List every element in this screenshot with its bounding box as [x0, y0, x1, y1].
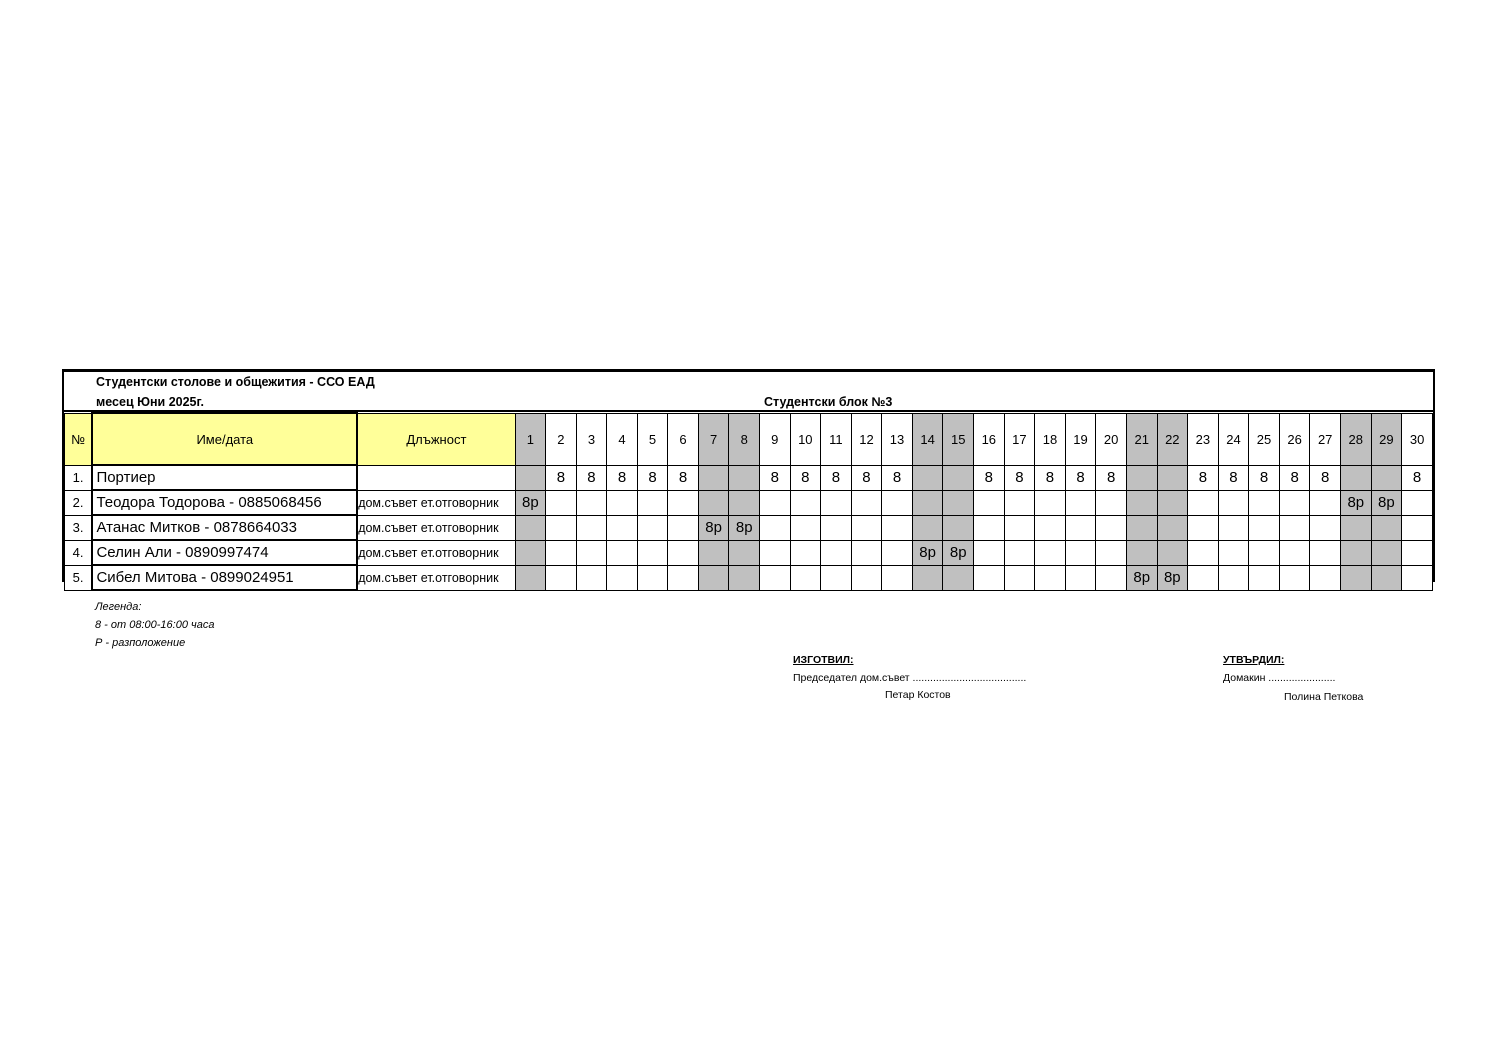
shift-cell[interactable] [515, 515, 546, 540]
shift-cell[interactable] [607, 565, 638, 590]
header-name: Име/дата [92, 413, 357, 465]
shift-cell[interactable] [668, 515, 699, 540]
row-name[interactable]: Теодора Тодорова - 0885068456 [92, 490, 357, 515]
shift-cell[interactable]: 8 [546, 465, 577, 490]
schedule-table [64, 412, 1433, 591]
shift-cell[interactable] [851, 565, 882, 590]
shift-cell[interactable] [729, 565, 760, 590]
shift-cell[interactable] [1310, 515, 1341, 540]
header-day-4: 4 [607, 413, 638, 465]
header-day-26: 26 [1279, 413, 1310, 465]
shift-cell[interactable] [912, 490, 943, 515]
shift-cell[interactable]: 8 [882, 465, 913, 490]
header-day-11: 11 [821, 413, 852, 465]
shift-cell[interactable] [1004, 515, 1035, 540]
shift-cell[interactable] [790, 565, 821, 590]
shift-cell[interactable] [1402, 565, 1433, 590]
shift-cell[interactable]: 8 [668, 465, 699, 490]
header-day-5: 5 [637, 413, 668, 465]
shift-cell[interactable]: 8 [637, 465, 668, 490]
shift-cell[interactable] [1249, 540, 1280, 565]
shift-cell[interactable]: 8 [576, 465, 607, 490]
shift-cell[interactable] [1402, 540, 1433, 565]
shift-cell[interactable] [668, 540, 699, 565]
shift-cell[interactable]: 8 [1279, 465, 1310, 490]
shift-cell[interactable] [1371, 515, 1402, 540]
shift-cell[interactable] [851, 515, 882, 540]
shift-cell[interactable] [974, 565, 1005, 590]
shift-cell[interactable] [974, 515, 1005, 540]
shift-cell[interactable] [1188, 515, 1219, 540]
header-day-24: 24 [1218, 413, 1249, 465]
header-day-10: 10 [790, 413, 821, 465]
legend-line-shift: 8 - от 08:00-16:00 часа [95, 619, 215, 631]
shift-cell[interactable] [698, 465, 729, 490]
shift-cell[interactable] [546, 565, 577, 590]
header-day-20: 20 [1096, 413, 1127, 465]
organization-title: Студентски столове и общежития - ССО ЕАД [96, 375, 375, 389]
shift-cell[interactable] [790, 490, 821, 515]
header-day-8: 8 [729, 413, 760, 465]
table-row [65, 490, 1433, 515]
table-row [65, 465, 1433, 490]
shift-cell[interactable] [1218, 540, 1249, 565]
shift-cell[interactable]: 8 [760, 465, 791, 490]
shift-cell[interactable]: 8 [607, 465, 638, 490]
shift-cell[interactable] [943, 465, 974, 490]
row-name[interactable]: Селин Али - 0890997474 [92, 540, 357, 565]
header-day-1: 1 [515, 413, 546, 465]
shift-cell[interactable] [1157, 465, 1188, 490]
approved-by-title: УТВЪРДИЛ: [1223, 654, 1285, 666]
shift-cell[interactable] [1402, 490, 1433, 515]
shift-cell[interactable] [1279, 490, 1310, 515]
shift-cell[interactable] [576, 540, 607, 565]
row-position[interactable] [357, 465, 515, 490]
shift-cell[interactable] [1126, 490, 1157, 515]
shift-cell[interactable] [515, 465, 546, 490]
prepared-by-title: ИЗГОТВИЛ: [793, 654, 854, 666]
shift-cell[interactable]: 8 [851, 465, 882, 490]
approved-by-name: Полина Петкова [1284, 691, 1364, 703]
table-header-row [65, 413, 1433, 465]
shift-cell[interactable] [943, 490, 974, 515]
shift-cell[interactable] [1279, 540, 1310, 565]
header-day-6: 6 [668, 413, 699, 465]
schedule-sheet [62, 369, 1435, 586]
shift-cell[interactable] [1188, 565, 1219, 590]
shift-cell[interactable] [882, 565, 913, 590]
header-day-7: 7 [698, 413, 729, 465]
shift-cell[interactable] [1065, 540, 1096, 565]
header-day-22: 22 [1157, 413, 1188, 465]
shift-cell[interactable] [515, 565, 546, 590]
shift-cell[interactable] [668, 565, 699, 590]
shift-cell[interactable]: 8 [1035, 465, 1066, 490]
shift-cell[interactable] [1157, 540, 1188, 565]
header-position: Длъжност [357, 413, 515, 465]
legend-line-standby: Р - разположение [95, 637, 186, 649]
table-row [65, 540, 1433, 565]
shift-cell[interactable]: 8р [943, 540, 974, 565]
shift-cell[interactable] [637, 490, 668, 515]
shift-cell[interactable] [637, 515, 668, 540]
shift-cell[interactable] [1340, 565, 1371, 590]
shift-cell[interactable] [1279, 565, 1310, 590]
shift-cell[interactable] [729, 490, 760, 515]
prepared-by-role: Председател дом.съвет ....................................... [793, 672, 1027, 684]
row-position[interactable]: дом.съвет ет.отговорник [357, 515, 515, 540]
shift-cell[interactable] [821, 490, 852, 515]
shift-cell[interactable]: 8 [1188, 465, 1219, 490]
shift-cell[interactable] [698, 540, 729, 565]
shift-cell[interactable] [576, 565, 607, 590]
prepared-by-name: Петар Костов [885, 689, 951, 701]
shift-cell[interactable] [1371, 465, 1402, 490]
shift-cell[interactable]: 8 [1249, 465, 1280, 490]
shift-cell[interactable] [1004, 540, 1035, 565]
shift-cell[interactable] [821, 565, 852, 590]
shift-cell[interactable] [882, 515, 913, 540]
row-number: 3. [65, 515, 93, 540]
shift-cell[interactable]: 8р [698, 515, 729, 540]
shift-cell[interactable]: 8 [790, 465, 821, 490]
header-day-12: 12 [851, 413, 882, 465]
shift-cell[interactable]: 8 [1065, 465, 1096, 490]
shift-cell[interactable] [1340, 465, 1371, 490]
shift-cell[interactable] [607, 540, 638, 565]
shift-cell[interactable] [1218, 490, 1249, 515]
header-day-28: 28 [1340, 413, 1371, 465]
table-row [65, 515, 1433, 540]
shift-cell[interactable] [790, 515, 821, 540]
shift-cell[interactable]: 8 [821, 465, 852, 490]
shift-cell[interactable] [974, 540, 1005, 565]
shift-cell[interactable] [1035, 490, 1066, 515]
shift-cell[interactable] [729, 540, 760, 565]
shift-cell[interactable]: 8р [1157, 565, 1188, 590]
shift-cell[interactable] [1004, 490, 1035, 515]
shift-cell[interactable] [1249, 515, 1280, 540]
shift-cell[interactable]: 8р [1340, 490, 1371, 515]
shift-cell[interactable] [1065, 515, 1096, 540]
row-name[interactable]: Портиер [92, 465, 357, 490]
shift-cell[interactable] [912, 515, 943, 540]
header-day-29: 29 [1371, 413, 1402, 465]
row-number: 5. [65, 565, 93, 590]
shift-cell[interactable]: 8 [1218, 465, 1249, 490]
shift-cell[interactable] [821, 540, 852, 565]
shift-cell[interactable] [851, 540, 882, 565]
header-day-19: 19 [1065, 413, 1096, 465]
row-position[interactable]: дом.съвет ет.отговорник [357, 540, 515, 565]
row-position[interactable]: дом.съвет ет.отговорник [357, 490, 515, 515]
shift-cell[interactable] [1402, 515, 1433, 540]
shift-cell[interactable]: 8р [1126, 565, 1157, 590]
shift-cell[interactable] [1279, 515, 1310, 540]
shift-cell[interactable] [1310, 565, 1341, 590]
shift-cell[interactable]: 8 [1310, 465, 1341, 490]
header-day-3: 3 [576, 413, 607, 465]
shift-cell[interactable] [1340, 515, 1371, 540]
header-day-30: 30 [1402, 413, 1433, 465]
header-day-27: 27 [1310, 413, 1341, 465]
shift-cell[interactable] [1157, 515, 1188, 540]
shift-cell[interactable] [576, 515, 607, 540]
shift-cell[interactable] [1310, 490, 1341, 515]
shift-cell[interactable] [790, 540, 821, 565]
header-day-2: 2 [546, 413, 577, 465]
shift-cell[interactable] [1371, 540, 1402, 565]
header-day-23: 23 [1188, 413, 1219, 465]
shift-cell[interactable] [576, 490, 607, 515]
shift-cell[interactable] [760, 565, 791, 590]
shift-cell[interactable]: 8 [974, 465, 1005, 490]
shift-cell[interactable] [546, 490, 577, 515]
shift-cell[interactable]: 8р [912, 540, 943, 565]
shift-cell[interactable] [851, 490, 882, 515]
shift-cell[interactable]: 8 [1096, 465, 1127, 490]
shift-cell[interactable] [1310, 540, 1341, 565]
shift-cell[interactable] [1004, 565, 1035, 590]
row-name[interactable]: Сибел Митова - 0899024951 [92, 565, 357, 590]
shift-cell[interactable] [1035, 540, 1066, 565]
shift-cell[interactable] [729, 465, 760, 490]
shift-cell[interactable] [821, 515, 852, 540]
shift-cell[interactable] [1096, 490, 1127, 515]
shift-cell[interactable] [974, 490, 1005, 515]
header-day-18: 18 [1035, 413, 1066, 465]
legend-title: Легенда: [95, 601, 142, 613]
shift-cell[interactable] [607, 515, 638, 540]
shift-cell[interactable] [1096, 540, 1127, 565]
block-title: Студентски блок №3 [764, 395, 893, 409]
shift-cell[interactable] [882, 490, 913, 515]
shift-cell[interactable]: 8р [729, 515, 760, 540]
row-number: 1. [65, 465, 93, 490]
shift-cell[interactable] [912, 565, 943, 590]
shift-cell[interactable] [637, 565, 668, 590]
shift-cell[interactable] [943, 565, 974, 590]
header-number: № [65, 413, 93, 465]
header-day-17: 17 [1004, 413, 1035, 465]
header-day-15: 15 [943, 413, 974, 465]
shift-cell[interactable] [546, 515, 577, 540]
header-day-25: 25 [1249, 413, 1280, 465]
header-day-9: 9 [760, 413, 791, 465]
month-title: месец Юни 2025г. [96, 395, 204, 409]
header-day-21: 21 [1126, 413, 1157, 465]
shift-cell[interactable] [1218, 515, 1249, 540]
shift-cell[interactable] [1096, 515, 1127, 540]
shift-cell[interactable] [607, 490, 638, 515]
shift-cell[interactable] [515, 540, 546, 565]
shift-cell[interactable] [760, 540, 791, 565]
shift-cell[interactable] [1126, 540, 1157, 565]
row-name[interactable]: Атанас Митков - 0878664033 [92, 515, 357, 540]
shift-cell[interactable] [546, 540, 577, 565]
shift-cell[interactable] [637, 540, 668, 565]
shift-cell[interactable] [1126, 515, 1157, 540]
shift-cell[interactable] [1188, 540, 1219, 565]
shift-cell[interactable] [760, 490, 791, 515]
row-number: 4. [65, 540, 93, 565]
shift-cell[interactable] [1157, 490, 1188, 515]
approved-by-role: Домакин ....................... [1223, 672, 1336, 684]
shift-cell[interactable] [943, 515, 974, 540]
table-row [65, 565, 1433, 590]
shift-cell[interactable] [1249, 565, 1280, 590]
row-number: 2. [65, 490, 93, 515]
shift-cell[interactable]: 8р [1371, 490, 1402, 515]
header-day-13: 13 [882, 413, 913, 465]
shift-cell[interactable] [1340, 540, 1371, 565]
shift-cell[interactable]: 8р [515, 490, 546, 515]
row-position[interactable]: дом.съвет ет.отговорник [357, 565, 515, 590]
shift-cell[interactable] [1035, 565, 1066, 590]
shift-cell[interactable] [1065, 565, 1096, 590]
shift-cell[interactable] [1065, 490, 1096, 515]
shift-cell[interactable] [1126, 465, 1157, 490]
header-day-16: 16 [974, 413, 1005, 465]
shift-cell[interactable] [1096, 565, 1127, 590]
shift-cell[interactable]: 8 [1402, 465, 1433, 490]
shift-cell[interactable] [1249, 490, 1280, 515]
shift-cell[interactable] [1371, 565, 1402, 590]
shift-cell[interactable]: 8 [1004, 465, 1035, 490]
shift-cell[interactable] [1218, 565, 1249, 590]
shift-cell[interactable] [760, 515, 791, 540]
shift-cell[interactable] [882, 540, 913, 565]
shift-cell[interactable] [668, 490, 699, 515]
shift-cell[interactable] [912, 465, 943, 490]
shift-cell[interactable] [698, 490, 729, 515]
shift-cell[interactable] [698, 565, 729, 590]
shift-cell[interactable] [1188, 490, 1219, 515]
header-day-14: 14 [912, 413, 943, 465]
shift-cell[interactable] [1035, 515, 1066, 540]
